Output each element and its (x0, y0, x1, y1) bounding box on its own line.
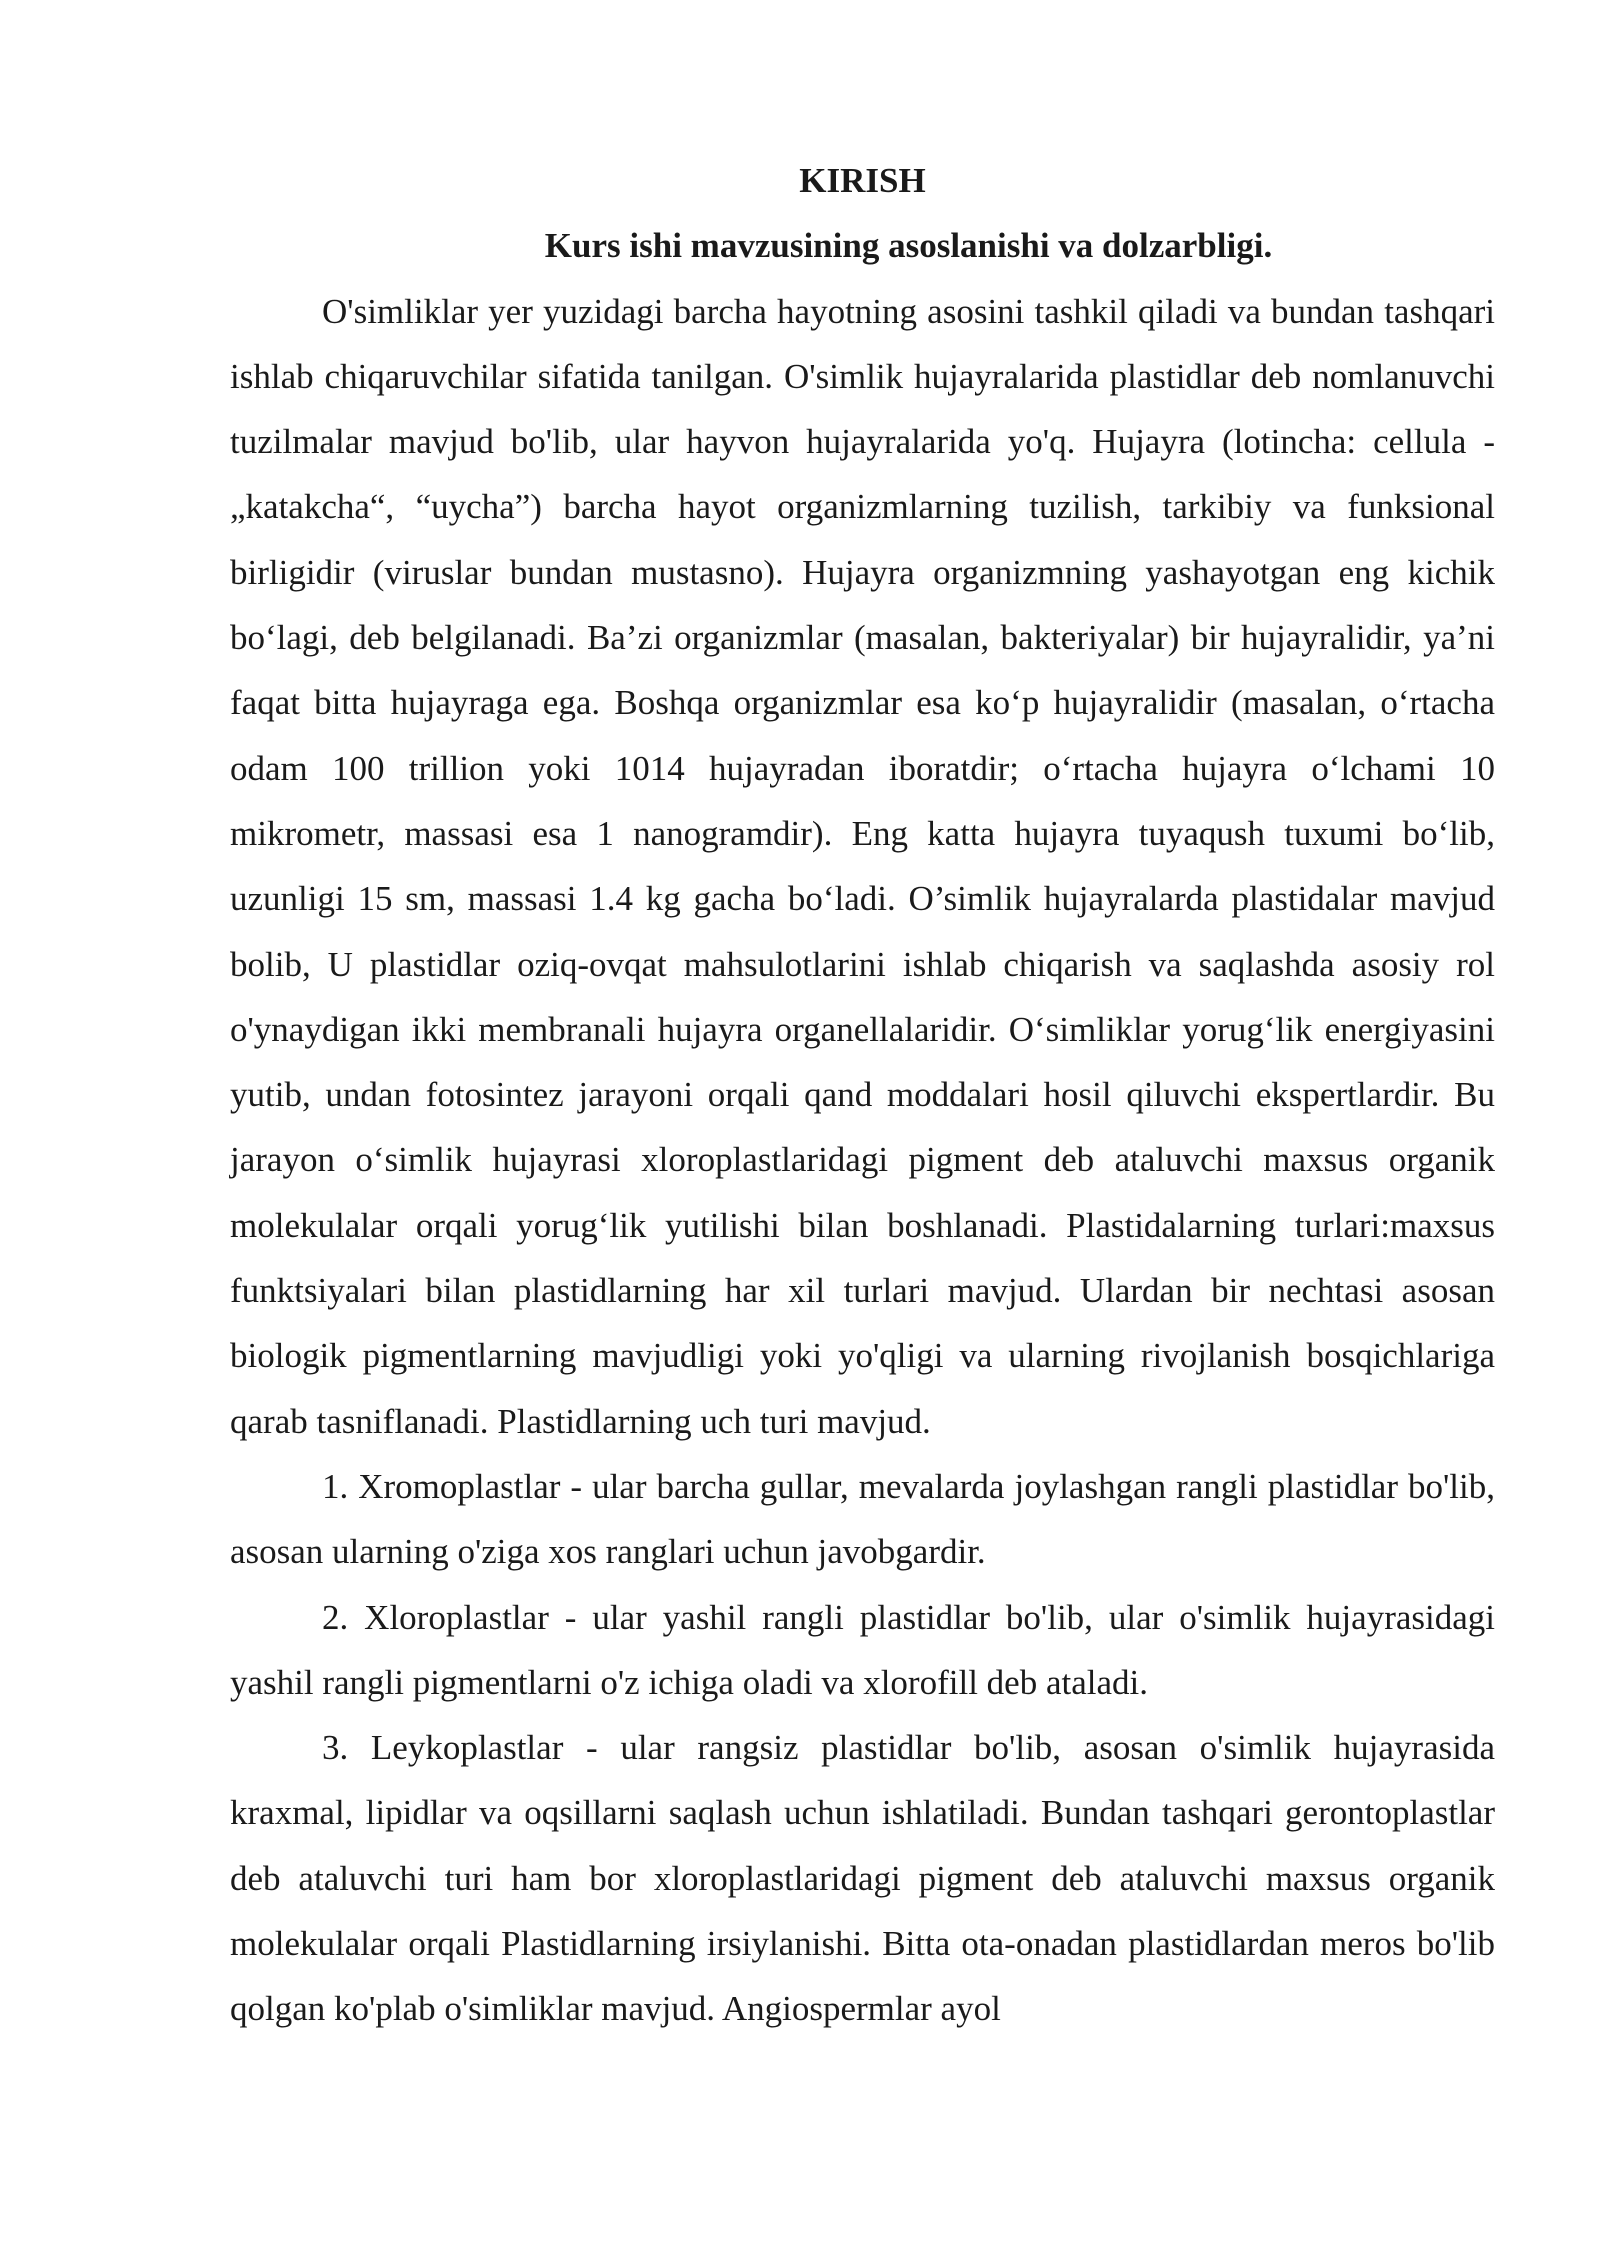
paragraph-list-item-2: 2. Xloroplastlar - ular yashil rangli plastidlar bo'lib, ular o'simlik hujayrasidagi yashil rangli pigmentlarni o'z ichiga oladi va xlorofill deb ataladi. (230, 1597, 1495, 1702)
document-page (230, 148, 1495, 2042)
page-title: KIRISH (799, 161, 926, 200)
page-subtitle: Kurs ishi mavzusining asoslanishi va dolzarbligi. (544, 226, 1273, 266)
paragraph-list-item-3: 3. Leykoplastlar - ular rangsiz plastidlar bo'lib, asosan o'simlik hujayrasida kraxmal, lipidlar va oqsillarni saqlash uchun ishlatiladi. Bundan tashqari gerontoplastlar deb ataluvchi turi ham bor xloroplastlaridagi pigment deb ataluvchi maxsus organik molekulalar orqali Plastidlarning irsiylanishi. Bitta ota-onadan plastidlardan meros bo'lib qolgan ko'plab o'simliklar mavjud. Angiospermlar ayol (230, 1728, 1495, 2029)
paragraph-list-item-1: 1. Xromoplastlar - ular barcha gullar, mevalarda joylashgan rangli plastidlar bo'lib, asosan ularning o'ziga xos ranglari uchun javobgardir. (230, 1466, 1495, 1572)
paragraph-intro: O'simliklar yer yuzidagi barcha hayotning asosini tashkil qiladi va bundan tashqari ishlab chiqaruvchilar sifatida tanilgan. O'simlik hujayralarida plastidlar deb nomlanuvchi tuzilmalar mavjud bo'lib, ular hayvon hujayralarida yo'q. Hujayra (lotincha: cellula - „katakcha“, “uycha”) barcha hayot organizmlarning tuzilish, tarkibiy va funksional birligidir (viruslar bundan mustasno). Hujayra organizmning yashayotgan eng kichik bo‘lagi, deb belgilanadi. Ba’zi organizmlar (masalan, bakteriyalar) bir hujayralidir, ya’ni faqat bitta hujayraga ega. Boshqa organizmlar esa ko‘p hujayralidir (masalan, o‘rtacha odam 100 trillion yoki 1014 hujayradan iboratdir; o‘rtacha hujayra o‘lchami 10 mikrometr, massasi esa 1 nanogramdir). Eng katta hujayra tuyaqush tuxumi bo‘lib, uzunligi 15 sm, massasi 1.4 kg gacha bo‘ladi. O’simlik hujayralarda plastidalar mavjud bolib, U plastidlar oziq-ovqat mahsulotlarini ishlab chiqarish va saqlashda asosiy rol o'ynaydigan ikki membranali hujayra organellalaridir. O‘simliklar yorug‘lik energiyasini yutib, undan fotosintez jarayoni orqali qand moddalari hosil qiluvchi ekspertlardir. Bu jarayon o‘simlik hujayrasi xloroplastlaridagi pigment deb ataluvchi maxsus organik molekulalar orqali yorug‘lik yutilishi bilan boshlanadi. Plastidalarning turlari:maxsus funktsiyalari bilan plastidlarning har xil turlari mavjud. Ulardan bir nechtasi asosan biologik pigmentlarning mavjudligi yoki yo'qligi va ularning rivojlanish bosqichlariga qarab tasniflanadi. Plastidlarning uch turi mavjud. (230, 291, 1495, 1441)
